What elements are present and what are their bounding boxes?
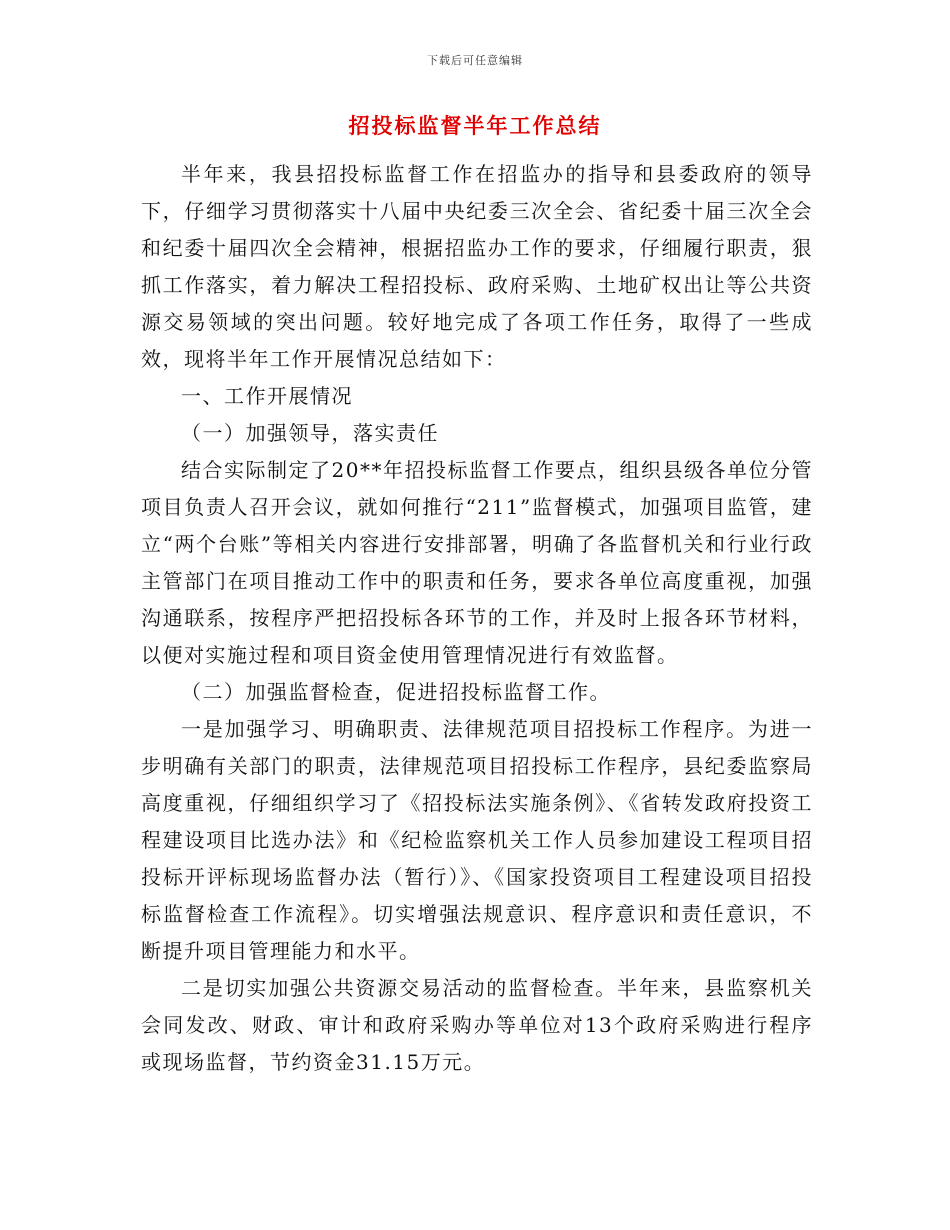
paragraph-leadership: 结合实际制定了20**年招投标监督工作要点，组织县级各单位分管项目负责人召开会议，就如何推行“211”监督模式，加强项目监管，建立“两个台账”等相关内容进行安排部署，明确了各监督机关和行业行政主管部门在项目推动工作中的职责和任务，要求各单位高度重视，加强沟通联系，按程序严把招投标各环节的工作，并及时上报各环节材料，以便对实施过程和项目资金使用管理情况进行有效监督。 <box>141 458 813 667</box>
paragraph-intro: 半年来，我县招投标监督工作在招监办的指导和县委政府的领导下，仔细学习贯彻落实十八届中央纪委三次全会、省纪委十届三次全会和纪委十届四次全会精神，根据招监办工作的要求，仔细履行职责，狠抓工作落实，着力解决工程招投标、政府采购、土地矿权出让等公共资源交易领域的突出问题。较好地完成了各项工作任务，取得了一些成效，现将半年工作开展情况总结如下： <box>141 162 813 371</box>
subsection-heading-supervision: （二）加强监督检查，促进招投标监督工作。 <box>181 680 611 704</box>
subsection-heading-leadership: （一）加强领导，落实责任 <box>181 421 439 445</box>
section-heading-work-status: 一、工作开展情况 <box>181 384 353 408</box>
document-title: 招投标监督半年工作总结 <box>348 113 602 138</box>
document-body <box>141 156 813 1081</box>
paragraph-study-regulations: 一是加强学习、明确职责、法律规范项目招投标工作程序。为进一步明确有关部门的职责，法律规范项目招投标工作程序，县纪委监察局高度重视，仔细组织学习了《招投标法实施条例》、《省转发政府投资工程建设项目比选办法》和《纪检监察机关工作人员参加建设工程项目招投标开评标现场监督办法（暂行）》、《国家投资项目工程建设项目招投标监督检查工作流程》。切实增强法规意识、程序意识和责任意识，不断提升项目管理能力和水平。 <box>141 717 813 963</box>
paragraph-public-resources: 二是切实加强公共资源交易活动的监督检查。半年来，县监察机关会同发改、财政、审计和政府采购办等单位对13个政府采购进行程序或现场监督，节约资金31.15万元。 <box>141 976 813 1074</box>
page-header-note: 下载后可任意编辑 <box>427 54 523 67</box>
